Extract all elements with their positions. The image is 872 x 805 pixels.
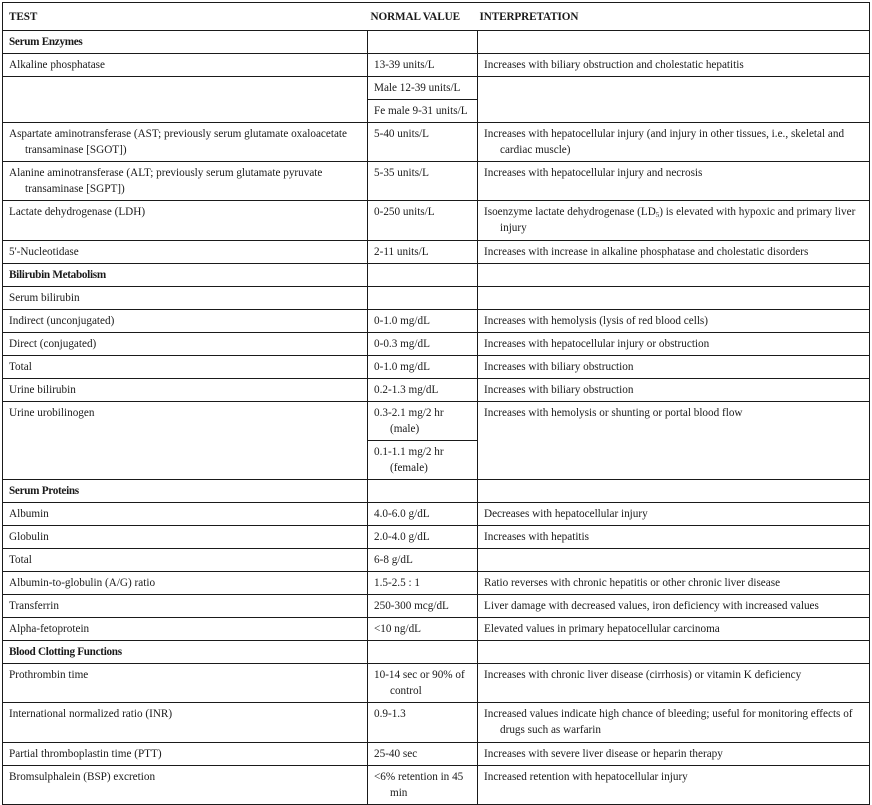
normal-value: 0-250 units/L bbox=[368, 201, 478, 241]
table-row bbox=[3, 743, 870, 766]
table-row bbox=[3, 123, 870, 162]
section-title: Blood Clotting Functions bbox=[3, 641, 368, 664]
test-name-text: Aspartate aminotransferase (AST; previously serum glutamate oxaloacetate transaminase [SGOT]) bbox=[9, 128, 347, 156]
normal-value: 2-11 units/L bbox=[368, 241, 478, 264]
section-title: Serum Enzymes bbox=[3, 31, 368, 54]
test-name bbox=[3, 162, 368, 201]
empty-cell bbox=[368, 287, 478, 310]
interpretation bbox=[478, 201, 870, 241]
subscript: 5 bbox=[655, 211, 660, 219]
table-row bbox=[3, 162, 870, 201]
table-row bbox=[3, 703, 870, 743]
normal-value: 6-8 g/dL bbox=[368, 549, 478, 572]
interpretation-text bbox=[484, 204, 863, 236]
normal-value: 4.0-6.0 g/dL bbox=[368, 503, 478, 526]
interpretation: Increases with severe liver disease or heparin therapy bbox=[478, 743, 870, 766]
interpretation: Increases with hepatocellular injury and necrosis bbox=[478, 162, 870, 201]
table-row bbox=[3, 333, 870, 356]
test-name: Urine urobilinogen bbox=[3, 402, 368, 480]
test-name bbox=[3, 123, 368, 162]
interpretation: Increased retention with hepatocellular injury bbox=[478, 766, 870, 805]
interpretation bbox=[478, 123, 870, 162]
normal-value: 0-1.0 mg/dL bbox=[368, 310, 478, 333]
test-name: Lactate dehydrogenase (LDH) bbox=[3, 201, 368, 241]
normal-value: 0-1.0 mg/dL bbox=[368, 356, 478, 379]
empty-cell bbox=[478, 641, 870, 664]
table-row bbox=[3, 77, 870, 100]
empty-cell bbox=[368, 264, 478, 287]
empty-cell bbox=[478, 31, 870, 54]
section-row-blood-clotting-functions bbox=[3, 641, 870, 664]
interpretation: Increases with biliary obstruction bbox=[478, 356, 870, 379]
test-name: International normalized ratio (INR) bbox=[3, 703, 368, 743]
test-name-text: Alanine aminotransferase (ALT; previously serum glutamate pyruvate transaminase [SGPT]) bbox=[9, 167, 323, 195]
test-name: 5'-Nucleotidase bbox=[3, 241, 368, 264]
section-row-bilirubin-metabolism bbox=[3, 264, 870, 287]
interpretation: Increases with biliary obstruction bbox=[478, 379, 870, 402]
interpretation: Liver damage with decreased values, iron deficiency with increased values bbox=[478, 595, 870, 618]
normal-value: 5-35 units/L bbox=[368, 162, 478, 201]
interpretation-text: Increased values indicate high chance of bleeding; useful for monitoring effects of drugs such as warfarin bbox=[484, 708, 853, 736]
normal-value-male: Male 12-39 units/L bbox=[368, 77, 478, 100]
empty-cell bbox=[478, 480, 870, 503]
interpretation bbox=[478, 549, 870, 572]
normal-value-text: 10-14 sec or 90% of control bbox=[374, 669, 465, 697]
table-row bbox=[3, 664, 870, 703]
interpretation-text-pre: Isoenzyme lactate dehydrogenase (LD bbox=[484, 206, 656, 218]
table-row bbox=[3, 549, 870, 572]
table-row bbox=[3, 379, 870, 402]
normal-value-male bbox=[368, 402, 478, 441]
normal-value: 25-40 sec bbox=[368, 743, 478, 766]
table-row bbox=[3, 618, 870, 641]
normal-value bbox=[368, 766, 478, 805]
test-name: Total bbox=[3, 356, 368, 379]
normal-value: 13-39 units/L bbox=[368, 54, 478, 77]
section-title: Bilirubin Metabolism bbox=[3, 264, 368, 287]
test-name: Urine bilirubin bbox=[3, 379, 368, 402]
test-name: Serum bilirubin bbox=[3, 287, 368, 310]
table-row bbox=[3, 310, 870, 333]
column-header-test: TEST bbox=[3, 3, 368, 31]
interpretation: Increases with hemolysis or shunting or portal blood flow bbox=[478, 402, 870, 480]
test-name: Prothrombin time bbox=[3, 664, 368, 703]
table-header-row bbox=[3, 3, 870, 31]
column-header-normal-value: NORMAL VALUE bbox=[368, 3, 478, 31]
interpretation: Elevated values in primary hepatocellular carcinoma bbox=[478, 618, 870, 641]
table-row bbox=[3, 766, 870, 805]
interpretation-text: Increases with hepatocellular injury (and injury in other tissues, i.e., skeletal and cardiac muscle) bbox=[484, 128, 845, 156]
normal-value-female bbox=[368, 441, 478, 480]
interpretation: Increases with increase in alkaline phosphatase and cholestatic disorders bbox=[478, 241, 870, 264]
test-name: Albumin-to-globulin (A/G) ratio bbox=[3, 572, 368, 595]
empty-cell bbox=[478, 287, 870, 310]
interpretation: Increases with biliary obstruction and cholestatic hepatitis bbox=[478, 54, 870, 77]
table-row bbox=[3, 572, 870, 595]
normal-value: 0.9-1.3 bbox=[368, 703, 478, 743]
table-row bbox=[3, 526, 870, 549]
empty-cell bbox=[478, 264, 870, 287]
normal-value-male-text: 0.3-2.1 mg/2 hr (male) bbox=[374, 407, 444, 435]
table-row bbox=[3, 503, 870, 526]
test-name: Albumin bbox=[3, 503, 368, 526]
test-name: Indirect (unconjugated) bbox=[3, 310, 368, 333]
normal-value bbox=[368, 664, 478, 703]
interpretation: Ratio reverses with chronic hepatitis or other chronic liver disease bbox=[478, 572, 870, 595]
normal-value-female-text: 0.1-1.1 mg/2 hr (female) bbox=[374, 446, 444, 474]
empty-cell bbox=[368, 480, 478, 503]
test-name: Alpha-fetoprotein bbox=[3, 618, 368, 641]
table-row bbox=[3, 356, 870, 379]
test-name: Globulin bbox=[3, 526, 368, 549]
normal-value-text: <6% retention in 45 min bbox=[374, 771, 464, 799]
empty-cell bbox=[368, 31, 478, 54]
empty-cell bbox=[3, 77, 368, 123]
table-row bbox=[3, 201, 870, 241]
interpretation: Increases with hepatocellular injury or obstruction bbox=[478, 333, 870, 356]
test-name: Bromsulphalein (BSP) excretion bbox=[3, 766, 368, 805]
interpretation: Increases with hemolysis (lysis of red blood cells) bbox=[478, 310, 870, 333]
section-row-serum-proteins bbox=[3, 480, 870, 503]
interpretation bbox=[478, 703, 870, 743]
interpretation: Increases with chronic liver disease (cirrhosis) or vitamin K deficiency bbox=[478, 664, 870, 703]
empty-cell bbox=[368, 641, 478, 664]
normal-value: 1.5-2.5 : 1 bbox=[368, 572, 478, 595]
column-header-interpretation: INTERPRETATION bbox=[478, 3, 870, 31]
section-title: Serum Proteins bbox=[3, 480, 368, 503]
normal-value: 0.2-1.3 mg/dL bbox=[368, 379, 478, 402]
table-row bbox=[3, 241, 870, 264]
table-row bbox=[3, 287, 870, 310]
table-row bbox=[3, 402, 870, 441]
section-row-serum-enzymes bbox=[3, 31, 870, 54]
liver-function-tests-table bbox=[2, 2, 870, 805]
table-row bbox=[3, 595, 870, 618]
test-name: Total bbox=[3, 549, 368, 572]
test-name: Alkaline phosphatase bbox=[3, 54, 368, 77]
interpretation: Increases with hepatitis bbox=[478, 526, 870, 549]
normal-value: 250-300 mcg/dL bbox=[368, 595, 478, 618]
empty-cell bbox=[478, 77, 870, 123]
normal-value: <10 ng/dL bbox=[368, 618, 478, 641]
normal-value: 5-40 units/L bbox=[368, 123, 478, 162]
interpretation-text-post: ) is elevated with hypoxic and primary liver injury bbox=[500, 206, 856, 234]
table-row bbox=[3, 54, 870, 77]
test-name: Direct (conjugated) bbox=[3, 333, 368, 356]
normal-value: 0-0.3 mg/dL bbox=[368, 333, 478, 356]
test-name: Transferrin bbox=[3, 595, 368, 618]
normal-value: 2.0-4.0 g/dL bbox=[368, 526, 478, 549]
test-name: Partial thromboplastin time (PTT) bbox=[3, 743, 368, 766]
interpretation: Decreases with hepatocellular injury bbox=[478, 503, 870, 526]
normal-value-female: Fe male 9-31 units/L bbox=[368, 100, 478, 123]
